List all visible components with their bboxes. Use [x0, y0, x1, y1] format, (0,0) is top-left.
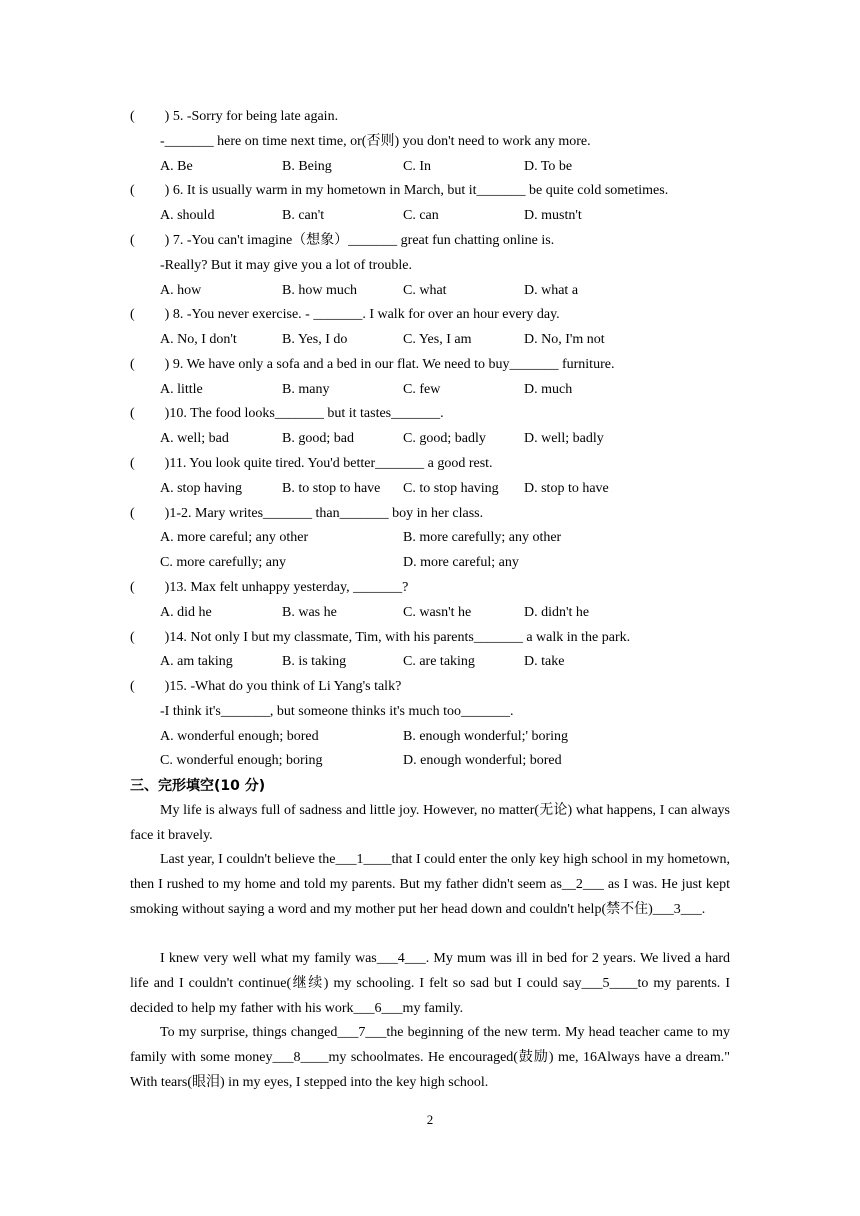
question-stem: 11. You look quite tired. You'd better_______ a good rest. — [169, 456, 493, 471]
question-14 — [130, 628, 750, 648]
option-d: D. mustn't — [524, 208, 582, 223]
answer-bracket-open: ( — [130, 357, 135, 372]
answer-bracket-open: ( — [130, 506, 135, 521]
passage-paragraph-3: I knew very well what my family was___4___. My mum was ill in bed for 2 years. We lived a hard life and I couldn't continue(继续) my schooling. I felt so sad but I could say___5____to my parents. I decided to help my father with his work___6___my family. — [130, 951, 730, 1016]
option-a: A. more careful; any other — [160, 530, 309, 545]
option-b: B. more carefully; any other — [403, 530, 562, 545]
option-b: B. to stop to have — [282, 481, 381, 496]
question-10 — [130, 404, 750, 424]
question-stem: 10. The food looks_______ but it tastes_______. — [169, 406, 444, 421]
question-8 — [130, 305, 750, 325]
question-9 — [130, 355, 750, 375]
option-b: B. enough wonderful;' boring — [403, 729, 569, 744]
answer-bracket-close: ) — [164, 233, 170, 248]
passage-paragraph-4: To my surprise, things changed___7___the beginning of the new term. My head teacher came to my family with some money___8____my schoolmates. He encouraged(鼓励) me, 16Always have a dream." With tears(眼泪) in my eyes, I stepped into the key high school. — [130, 1025, 730, 1090]
option-b: B. many — [282, 382, 330, 397]
question-stem: 15. -What do you think of Li Yang's talk? — [169, 679, 402, 694]
option-c: C. what — [403, 283, 447, 298]
answer-bracket-open: ( — [130, 630, 135, 645]
answer-bracket-open: ( — [130, 183, 135, 198]
answer-bracket-open: ( — [130, 406, 135, 421]
option-d: D. enough wonderful; bored — [403, 753, 562, 768]
option-d: D. much — [524, 382, 573, 397]
option-c: C. wonderful enough; boring — [160, 753, 323, 768]
option-a: A. wonderful enough; bored — [160, 729, 319, 744]
question-stem: 5. -Sorry for being late again. — [172, 109, 339, 124]
option-c: C. few — [403, 382, 441, 397]
question-5 — [130, 107, 750, 127]
option-d: D. didn't he — [524, 605, 590, 620]
question-stem-line2: -I think it's_______, but someone thinks it's much too_______. — [160, 704, 514, 719]
question-stem: 13. Max felt unhappy yesterday, _______? — [169, 580, 409, 595]
option-a: A. stop having — [160, 481, 243, 496]
option-a: A. little — [160, 382, 203, 397]
option-a: A. Be — [160, 159, 193, 174]
question-15 — [130, 677, 750, 697]
answer-bracket-open: ( — [130, 679, 135, 694]
question-stem: 6. It is usually warm in my hometown in March, but it_______ be quite cold sometimes. — [172, 183, 669, 198]
option-b: B. good; bad — [282, 431, 354, 446]
answer-bracket-close: ) — [164, 406, 170, 421]
option-d: D. more careful; any — [403, 555, 519, 570]
question-stem-line2: -Really? But it may give you a lot of trouble. — [160, 258, 412, 273]
answer-bracket-open: ( — [130, 456, 135, 471]
option-b: B. how much — [282, 283, 358, 298]
answer-bracket-close: ) — [164, 357, 170, 372]
option-c: C. wasn't he — [403, 605, 472, 620]
passage-paragraph-1: My life is always full of sadness and little joy. However, no matter(无论) what happens, I can always face it bravely. — [130, 803, 730, 843]
option-b: B. Yes, I do — [282, 332, 348, 347]
question-13 — [130, 578, 750, 598]
answer-bracket-close: ) — [164, 183, 170, 198]
option-c: C. to stop having — [403, 481, 499, 496]
option-c: C. can — [403, 208, 439, 223]
question-stem: 9. We have only a sofa and a bed in our flat. We need to buy_______ furniture. — [172, 357, 615, 372]
option-d: D. stop to have — [524, 481, 609, 496]
option-b: B. can't — [282, 208, 325, 223]
answer-bracket-close: ) — [164, 456, 170, 471]
option-c: C. good; badly — [403, 431, 486, 446]
answer-bracket-close: ) — [164, 580, 170, 595]
option-b: B. was he — [282, 605, 337, 620]
option-a: A. well; bad — [160, 431, 229, 446]
option-a: A. No, I don't — [160, 332, 237, 347]
answer-bracket-close: ) — [164, 506, 170, 521]
question-stem: 14. Not only I but my classmate, Tim, with his parents_______ a walk in the park. — [169, 630, 631, 645]
page-number: 2 — [426, 1112, 434, 1127]
answer-bracket-open: ( — [130, 580, 135, 595]
question-11 — [130, 454, 750, 474]
option-c: C. Yes, I am — [403, 332, 472, 347]
option-c: C. are taking — [403, 654, 475, 669]
option-d: D. take — [524, 654, 565, 669]
question-stem: 8. -You never exercise. - _______. I walk for over an hour every day. — [172, 307, 560, 322]
answer-bracket-close: ) — [164, 679, 170, 694]
option-d: D. what a — [524, 283, 579, 298]
question-12 — [130, 504, 750, 524]
option-a: A. did he — [160, 605, 212, 620]
option-d: D. well; badly — [524, 431, 604, 446]
answer-bracket-open: ( — [130, 109, 135, 124]
question-stem-line2: -_______ here on time next time, or(否则) you don't need to work any more. — [160, 134, 591, 149]
answer-bracket-open: ( — [130, 307, 135, 322]
question-stem: 7. -You can't imagine（想象）_______ great fun chatting online is. — [172, 233, 555, 248]
option-b: B. Being — [282, 159, 332, 174]
question-6 — [130, 181, 750, 201]
question-7 — [130, 231, 750, 251]
option-c: C. more carefully; any — [160, 555, 286, 570]
answer-bracket-close: ) — [164, 307, 170, 322]
section-heading-cloze: 三、完形填空(10 分) — [130, 778, 266, 794]
answer-bracket-open: ( — [130, 233, 135, 248]
passage-paragraph-2: Last year, I couldn't believe the___1____that I could enter the only key high school in my hometown, then I rushed to my home and told my parents. But my father didn't seem as__2___ as I was. He just kept smoking without saying a word and my mother put her head down and couldn't help(禁不住)___3___. — [130, 852, 730, 917]
option-a: A. how — [160, 283, 202, 298]
option-b: B. is taking — [282, 654, 347, 669]
option-c: C. In — [403, 159, 431, 174]
answer-bracket-close: ) — [164, 109, 170, 124]
option-d: D. No, I'm not — [524, 332, 605, 347]
answer-bracket-close: ) — [164, 630, 170, 645]
option-a: A. should — [160, 208, 215, 223]
question-stem: 1-2. Mary writes_______ than_______ boy in her class. — [169, 506, 484, 521]
option-d: D. To be — [524, 159, 573, 174]
option-a: A. am taking — [160, 654, 233, 669]
